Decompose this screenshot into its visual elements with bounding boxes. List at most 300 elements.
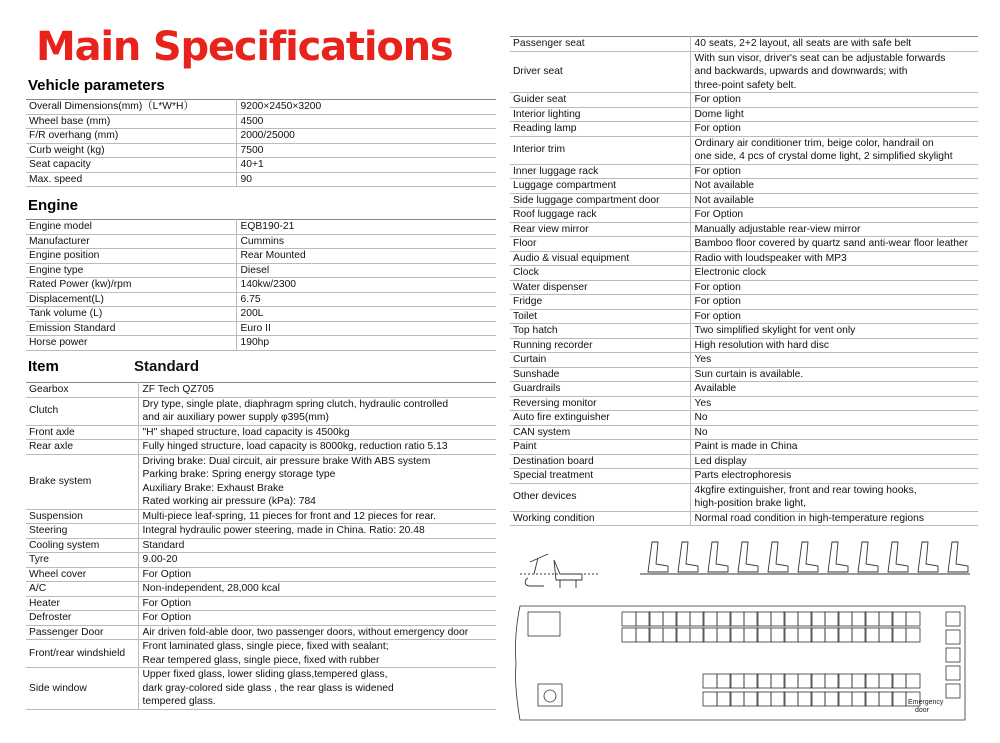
spec-value-line: Multi-piece leaf-spring, 11 pieces for front and 12 pieces for rear. <box>142 510 436 522</box>
spec-key: Passenger Door <box>26 625 138 640</box>
floor-seat-icon <box>811 612 825 626</box>
side-seat-icon <box>828 542 848 572</box>
spec-key: Clock <box>510 266 690 281</box>
spec-key: Side luggage compartment door <box>510 193 690 208</box>
spec-value-line: tempered glass. <box>142 696 216 707</box>
spec-value-line: 4kgfire extinguisher, front and rear towing hooks, <box>694 484 917 496</box>
table-row <box>26 397 496 425</box>
side-seat-icon <box>648 542 668 572</box>
floor-seat-icon <box>784 692 798 706</box>
spec-value <box>690 222 978 237</box>
spec-key: Paint <box>510 440 690 455</box>
spec-key: Curb weight (kg) <box>26 143 236 158</box>
spec-value-line: Air driven fold-able door, two passenger doors, without emergency door <box>142 626 469 638</box>
table-row <box>26 114 496 129</box>
floor-seat-icon <box>676 612 690 626</box>
spec-value-line: For option <box>694 165 741 177</box>
floor-seat-icons <box>622 612 960 706</box>
spec-value <box>690 164 978 179</box>
floor-seat-icon <box>730 692 744 706</box>
spec-value-line: Ordinary air conditioner trim, beige color, handrail on <box>694 137 934 149</box>
table-row <box>26 640 496 668</box>
spec-value-line: Bamboo floor covered by quartz sand anti-wear floor leather <box>694 238 969 249</box>
table-row <box>510 237 978 252</box>
spec-value-line: For Option <box>142 568 192 580</box>
spec-value <box>690 193 978 208</box>
spec-value <box>690 367 978 382</box>
spec-value-line: For option <box>694 281 741 293</box>
spec-value <box>690 425 978 440</box>
table-row <box>26 234 496 249</box>
spec-key: Gearbox <box>26 383 138 398</box>
spec-value-line: Upper fixed glass, lower sliding glass,tempered glass, <box>142 669 388 680</box>
spec-key: Wheel cover <box>26 567 138 582</box>
table-row <box>26 524 496 539</box>
spec-key: Guider seat <box>510 93 690 108</box>
spec-key: Interior lighting <box>510 107 690 122</box>
floor-seat-icon <box>784 612 798 626</box>
seat-layout-diagram <box>510 534 980 724</box>
spec-value: 2000/25000 <box>236 129 496 144</box>
spec-value-line: Driving brake: Dual circuit, air pressure brake With ABS system <box>142 455 431 467</box>
spec-value <box>138 397 496 425</box>
spec-value-line: Not available <box>694 194 755 206</box>
floor-seat-icon <box>744 692 758 706</box>
floor-seat-icon <box>811 674 825 688</box>
table-row <box>26 220 496 235</box>
spec-key: Cooling system <box>26 538 138 553</box>
spec-value-line: Dome light <box>694 108 744 120</box>
spec-key: Horse power <box>26 336 236 351</box>
table-row <box>26 129 496 144</box>
floor-seat-icon <box>676 628 690 642</box>
spec-key: Floor <box>510 237 690 252</box>
table-row <box>26 249 496 264</box>
spec-key: Suspension <box>26 509 138 524</box>
spec-value-line: Dry type, single plate, diaphragm spring clutch, hydraulic controlled <box>142 398 449 410</box>
floor-seat-icon <box>892 692 906 706</box>
spec-key: Reversing monitor <box>510 396 690 411</box>
spec-value-line: ZF Tech QZ705 <box>142 384 214 395</box>
spec-value-line: Led display <box>694 455 747 467</box>
emergency-door-label-2: door <box>915 707 930 714</box>
table-row <box>510 222 978 237</box>
floor-seat-icon <box>865 692 879 706</box>
engine-table <box>26 219 496 351</box>
spec-value <box>690 122 978 137</box>
spec-value: 9200×2450×3200 <box>236 100 496 115</box>
table-row <box>26 440 496 455</box>
spec-key: Destination board <box>510 454 690 469</box>
spec-value-line: 40 seats, 2+2 layout, all seats are with safe belt <box>694 38 912 49</box>
floor-seat-icon <box>690 628 704 642</box>
spec-key: Defroster <box>26 611 138 626</box>
spec-key: Max. speed <box>26 172 236 187</box>
side-seat-icon <box>678 542 698 572</box>
spec-value-line: No <box>694 412 708 423</box>
floor-seat-icon <box>892 674 906 688</box>
table-row <box>26 292 496 307</box>
table-row <box>510 266 978 281</box>
spec-key: Passenger seat <box>510 37 690 52</box>
spec-value <box>690 309 978 324</box>
spec-key: Engine position <box>26 249 236 264</box>
spec-key: Front axle <box>26 425 138 440</box>
spec-key: Luggage compartment <box>510 179 690 194</box>
spec-value <box>138 425 496 440</box>
table-row <box>510 338 978 353</box>
spec-value <box>690 208 978 223</box>
spec-key: Running recorder <box>510 338 690 353</box>
spec-value: Rear Mounted <box>236 249 496 264</box>
spec-key: Water dispenser <box>510 280 690 295</box>
floor-seat-icon <box>879 692 893 706</box>
spec-value <box>690 382 978 397</box>
floor-seat-icon <box>649 628 663 642</box>
floor-seat-icon <box>838 628 852 642</box>
floor-seat-icon <box>879 628 893 642</box>
floor-seat-icon <box>703 612 717 626</box>
floor-plan <box>516 606 966 720</box>
floor-seat-icon <box>757 692 771 706</box>
table-row <box>26 383 496 398</box>
floor-seat-icon <box>622 628 636 642</box>
floor-seat-icon <box>744 628 758 642</box>
table-row <box>510 411 978 426</box>
floor-seat-icon <box>703 628 717 642</box>
side-seat-icon <box>738 542 758 572</box>
floor-seat-icon <box>946 648 960 662</box>
floor-seat-icon <box>892 628 906 642</box>
floor-seat-icon <box>865 674 879 688</box>
floor-seat-icon <box>825 612 839 626</box>
table-row <box>510 309 978 324</box>
front-door <box>528 612 560 636</box>
spec-value <box>138 640 496 668</box>
spec-key: Brake system <box>26 454 138 509</box>
spec-value <box>690 353 978 368</box>
spec-key: Steering <box>26 524 138 539</box>
spec-value-line: Not available <box>694 180 755 191</box>
spec-value <box>690 51 978 93</box>
spec-value <box>690 396 978 411</box>
floor-seat-icon <box>717 692 731 706</box>
spec-value <box>138 611 496 626</box>
spec-value <box>690 483 978 511</box>
spec-value <box>138 538 496 553</box>
floor-seat-icon <box>730 612 744 626</box>
table-row <box>26 100 496 115</box>
spec-value <box>690 251 978 266</box>
spec-key: Sunshade <box>510 367 690 382</box>
spec-value-line: one side, 4 pcs of crystal dome light, 2 simplified skylight <box>694 151 953 162</box>
spec-key: Tyre <box>26 553 138 568</box>
spec-value-line: Yes <box>694 354 712 365</box>
floor-seat-icon <box>879 674 893 688</box>
table-row <box>26 278 496 293</box>
spec-value-line: High resolution with hard disc <box>694 339 829 351</box>
side-seat-icon <box>858 542 878 572</box>
floor-seat-icon <box>865 612 879 626</box>
spec-value <box>690 454 978 469</box>
table-row <box>26 582 496 597</box>
spec-key: Emission Standard <box>26 321 236 336</box>
spec-key: Audio & visual equipment <box>510 251 690 266</box>
table-row <box>26 158 496 173</box>
spec-value <box>138 440 496 455</box>
floor-seat-icon <box>798 674 812 688</box>
spec-value: Cummins <box>236 234 496 249</box>
page-title: Main Specifications <box>36 24 453 70</box>
table-row <box>510 37 978 52</box>
floor-seat-icon <box>825 674 839 688</box>
features-table <box>510 36 978 526</box>
floor-seat-icon <box>852 674 866 688</box>
table-row <box>510 382 978 397</box>
spec-value <box>138 524 496 539</box>
table-row <box>26 625 496 640</box>
spec-key: Overall Dimensions(mm)（L*W*H） <box>26 100 236 115</box>
spec-value-line: For option <box>694 296 741 307</box>
floor-seat-icon <box>825 628 839 642</box>
table-row <box>26 263 496 278</box>
spec-value-line: For Option <box>142 597 192 609</box>
spec-value: Euro II <box>236 321 496 336</box>
spec-value <box>138 668 496 710</box>
spec-value-line: dark gray-colored side glass , the rear glass is widened <box>142 682 394 694</box>
spec-value <box>690 237 978 252</box>
spec-value: 40+1 <box>236 158 496 173</box>
spec-value <box>690 93 978 108</box>
spec-value-line: No <box>694 426 708 438</box>
steering-icon <box>544 690 556 702</box>
spec-value-line: Available <box>694 383 737 394</box>
side-seat-icon <box>948 542 968 572</box>
floor-seat-icon <box>946 666 960 680</box>
table-row <box>510 208 978 223</box>
table-row <box>510 179 978 194</box>
spec-value <box>138 625 496 640</box>
floor-seat-icon <box>730 628 744 642</box>
floor-seat-icon <box>636 612 650 626</box>
spec-value-line: Fully hinged structure, load capacity is 8000kg, reduction ratio 5.13 <box>142 441 448 452</box>
table-row <box>26 143 496 158</box>
table-row <box>510 295 978 310</box>
floor-seat-icon <box>757 628 771 642</box>
table-row <box>510 51 978 93</box>
spec-key: Front/rear windshield <box>26 640 138 668</box>
spec-value-line: With sun visor, driver's seat can be adjustable forwards <box>694 52 946 64</box>
spec-value-line: Paint is made in China <box>694 441 798 452</box>
spec-key: A/C <box>26 582 138 597</box>
spec-value-line: Non-independent, 28,000 kcal <box>142 583 280 594</box>
table-row <box>26 538 496 553</box>
spec-value-line: For option <box>694 123 741 134</box>
spec-value-line: Rated working air pressure (kPa): 784 <box>142 496 316 507</box>
floor-seat-icon <box>744 612 758 626</box>
table-row <box>510 107 978 122</box>
table-row <box>26 567 496 582</box>
table-row <box>510 353 978 368</box>
spec-key: Rear view mirror <box>510 222 690 237</box>
side-seat-icon <box>798 542 818 572</box>
spec-value: Diesel <box>236 263 496 278</box>
spec-value <box>138 596 496 611</box>
table-row <box>510 454 978 469</box>
spec-value <box>138 509 496 524</box>
spec-key: Driver seat <box>510 51 690 93</box>
driver-area <box>538 684 562 706</box>
spec-value-line: For Option <box>694 209 744 220</box>
spec-value-line: Sun curtain is available. <box>694 368 804 380</box>
vehicle-parameters-table <box>26 99 496 187</box>
table-row <box>510 280 978 295</box>
floor-seat-icon <box>703 692 717 706</box>
spec-value <box>138 582 496 597</box>
spec-key: Curtain <box>510 353 690 368</box>
floor-seat-icon <box>852 628 866 642</box>
floor-seat-icon <box>838 674 852 688</box>
floor-seat-icon <box>771 628 785 642</box>
side-seat-icon <box>768 542 788 572</box>
spec-value-line: Rear tempered glass, single piece, fixed with rubber <box>142 654 380 666</box>
table-row <box>26 668 496 710</box>
floor-seat-icon <box>717 628 731 642</box>
steering-wheel-icon <box>525 554 548 586</box>
spec-key: Seat capacity <box>26 158 236 173</box>
floor-seat-icon <box>771 674 785 688</box>
spec-key: Other devices <box>510 483 690 511</box>
spec-key: Manufacturer <box>26 234 236 249</box>
floor-seat-icon <box>636 628 650 642</box>
spec-value <box>690 411 978 426</box>
spec-value <box>138 383 496 398</box>
table-row <box>510 367 978 382</box>
spec-value <box>690 440 978 455</box>
spec-key: F/R overhang (mm) <box>26 129 236 144</box>
floor-seat-icon <box>744 674 758 688</box>
spec-value <box>138 567 496 582</box>
engine-heading: Engine <box>28 197 79 214</box>
table-row <box>510 440 978 455</box>
floor-seat-icon <box>865 628 879 642</box>
vehicle-parameters-heading: Vehicle parameters <box>28 77 165 94</box>
spec-key: Fridge <box>510 295 690 310</box>
spec-value-line: Electronic clock <box>694 267 767 278</box>
spec-key: Engine type <box>26 263 236 278</box>
floor-seat-icon <box>622 612 636 626</box>
floor-seat-icon <box>717 612 731 626</box>
table-row <box>510 425 978 440</box>
floor-seat-icon <box>852 692 866 706</box>
floor-seat-icon <box>906 612 920 626</box>
spec-key: Heater <box>26 596 138 611</box>
emergency-door-label: Emergency <box>908 699 944 706</box>
floor-seat-icon <box>757 674 771 688</box>
spec-value <box>690 469 978 484</box>
floor-seat-icon <box>757 612 771 626</box>
spec-value-line: "H" shaped structure, load capacity is 4500kg <box>142 426 350 438</box>
spec-key: Rear axle <box>26 440 138 455</box>
item-heading: Item <box>28 358 59 375</box>
spec-value-line: Auxiliary Brake: Exhaust Brake <box>142 482 284 494</box>
table-row <box>510 511 978 526</box>
spec-value <box>690 338 978 353</box>
spec-key: Reading lamp <box>510 122 690 137</box>
floor-seat-icon <box>852 612 866 626</box>
spec-value-line: three-point safety belt. <box>694 79 797 91</box>
spec-value-line: Front laminated glass, single piece, fixed with sealant; <box>142 641 389 652</box>
spec-key: Top hatch <box>510 324 690 339</box>
floor-seat-icon <box>838 612 852 626</box>
table-row <box>26 172 496 187</box>
spec-value <box>690 107 978 122</box>
floor-seat-icon <box>703 674 717 688</box>
floor-seat-icon <box>838 692 852 706</box>
spec-value-line: Manually adjustable rear-view mirror <box>694 223 861 235</box>
spec-value-line: Radio with loudspeaker with MP3 <box>694 252 847 264</box>
side-view <box>520 542 970 588</box>
spec-value-line: and backwards, upwards and downwards; with <box>694 66 908 77</box>
floor-seat-icon <box>946 684 960 698</box>
table-row <box>510 93 978 108</box>
table-row <box>26 596 496 611</box>
spec-value: 190hp <box>236 336 496 351</box>
spec-key: Roof luggage rack <box>510 208 690 223</box>
spec-key: CAN system <box>510 425 690 440</box>
spec-key: Toilet <box>510 309 690 324</box>
table-row <box>510 324 978 339</box>
floor-seat-icon <box>690 612 704 626</box>
table-row <box>510 164 978 179</box>
spec-key: Clutch <box>26 397 138 425</box>
spec-value <box>690 511 978 526</box>
table-row <box>26 425 496 440</box>
spec-key: Auto fire extinguisher <box>510 411 690 426</box>
spec-key: Rated Power (kw)/rpm <box>26 278 236 293</box>
spec-key: Side window <box>26 668 138 710</box>
spec-value <box>138 553 496 568</box>
table-row <box>510 483 978 511</box>
spec-value-line: Standard <box>142 539 185 551</box>
floor-seat-icon <box>649 612 663 626</box>
spec-key: Interior trim <box>510 136 690 164</box>
spec-value-line: 9.00-20 <box>142 554 178 565</box>
spec-value: 90 <box>236 172 496 187</box>
floor-seat-icon <box>811 628 825 642</box>
spec-value <box>690 179 978 194</box>
spec-value: EQB190-21 <box>236 220 496 235</box>
spec-value <box>690 37 978 52</box>
floor-seat-icon <box>798 628 812 642</box>
floor-seat-icon <box>771 612 785 626</box>
spec-value <box>690 295 978 310</box>
spec-value <box>690 280 978 295</box>
spec-value-line: Integral hydraulic power steering, made in China. Ratio: 20.48 <box>142 525 425 536</box>
spec-value: 200L <box>236 307 496 322</box>
table-row <box>510 469 978 484</box>
table-row <box>510 193 978 208</box>
spec-value: 6.75 <box>236 292 496 307</box>
floor-seat-icon <box>946 630 960 644</box>
spec-value: 4500 <box>236 114 496 129</box>
floor-seat-icon <box>730 674 744 688</box>
spec-key: Inner luggage rack <box>510 164 690 179</box>
table-row <box>26 509 496 524</box>
floor-seat-icon <box>784 628 798 642</box>
spec-key: Tank volume (L) <box>26 307 236 322</box>
table-row <box>26 454 496 509</box>
